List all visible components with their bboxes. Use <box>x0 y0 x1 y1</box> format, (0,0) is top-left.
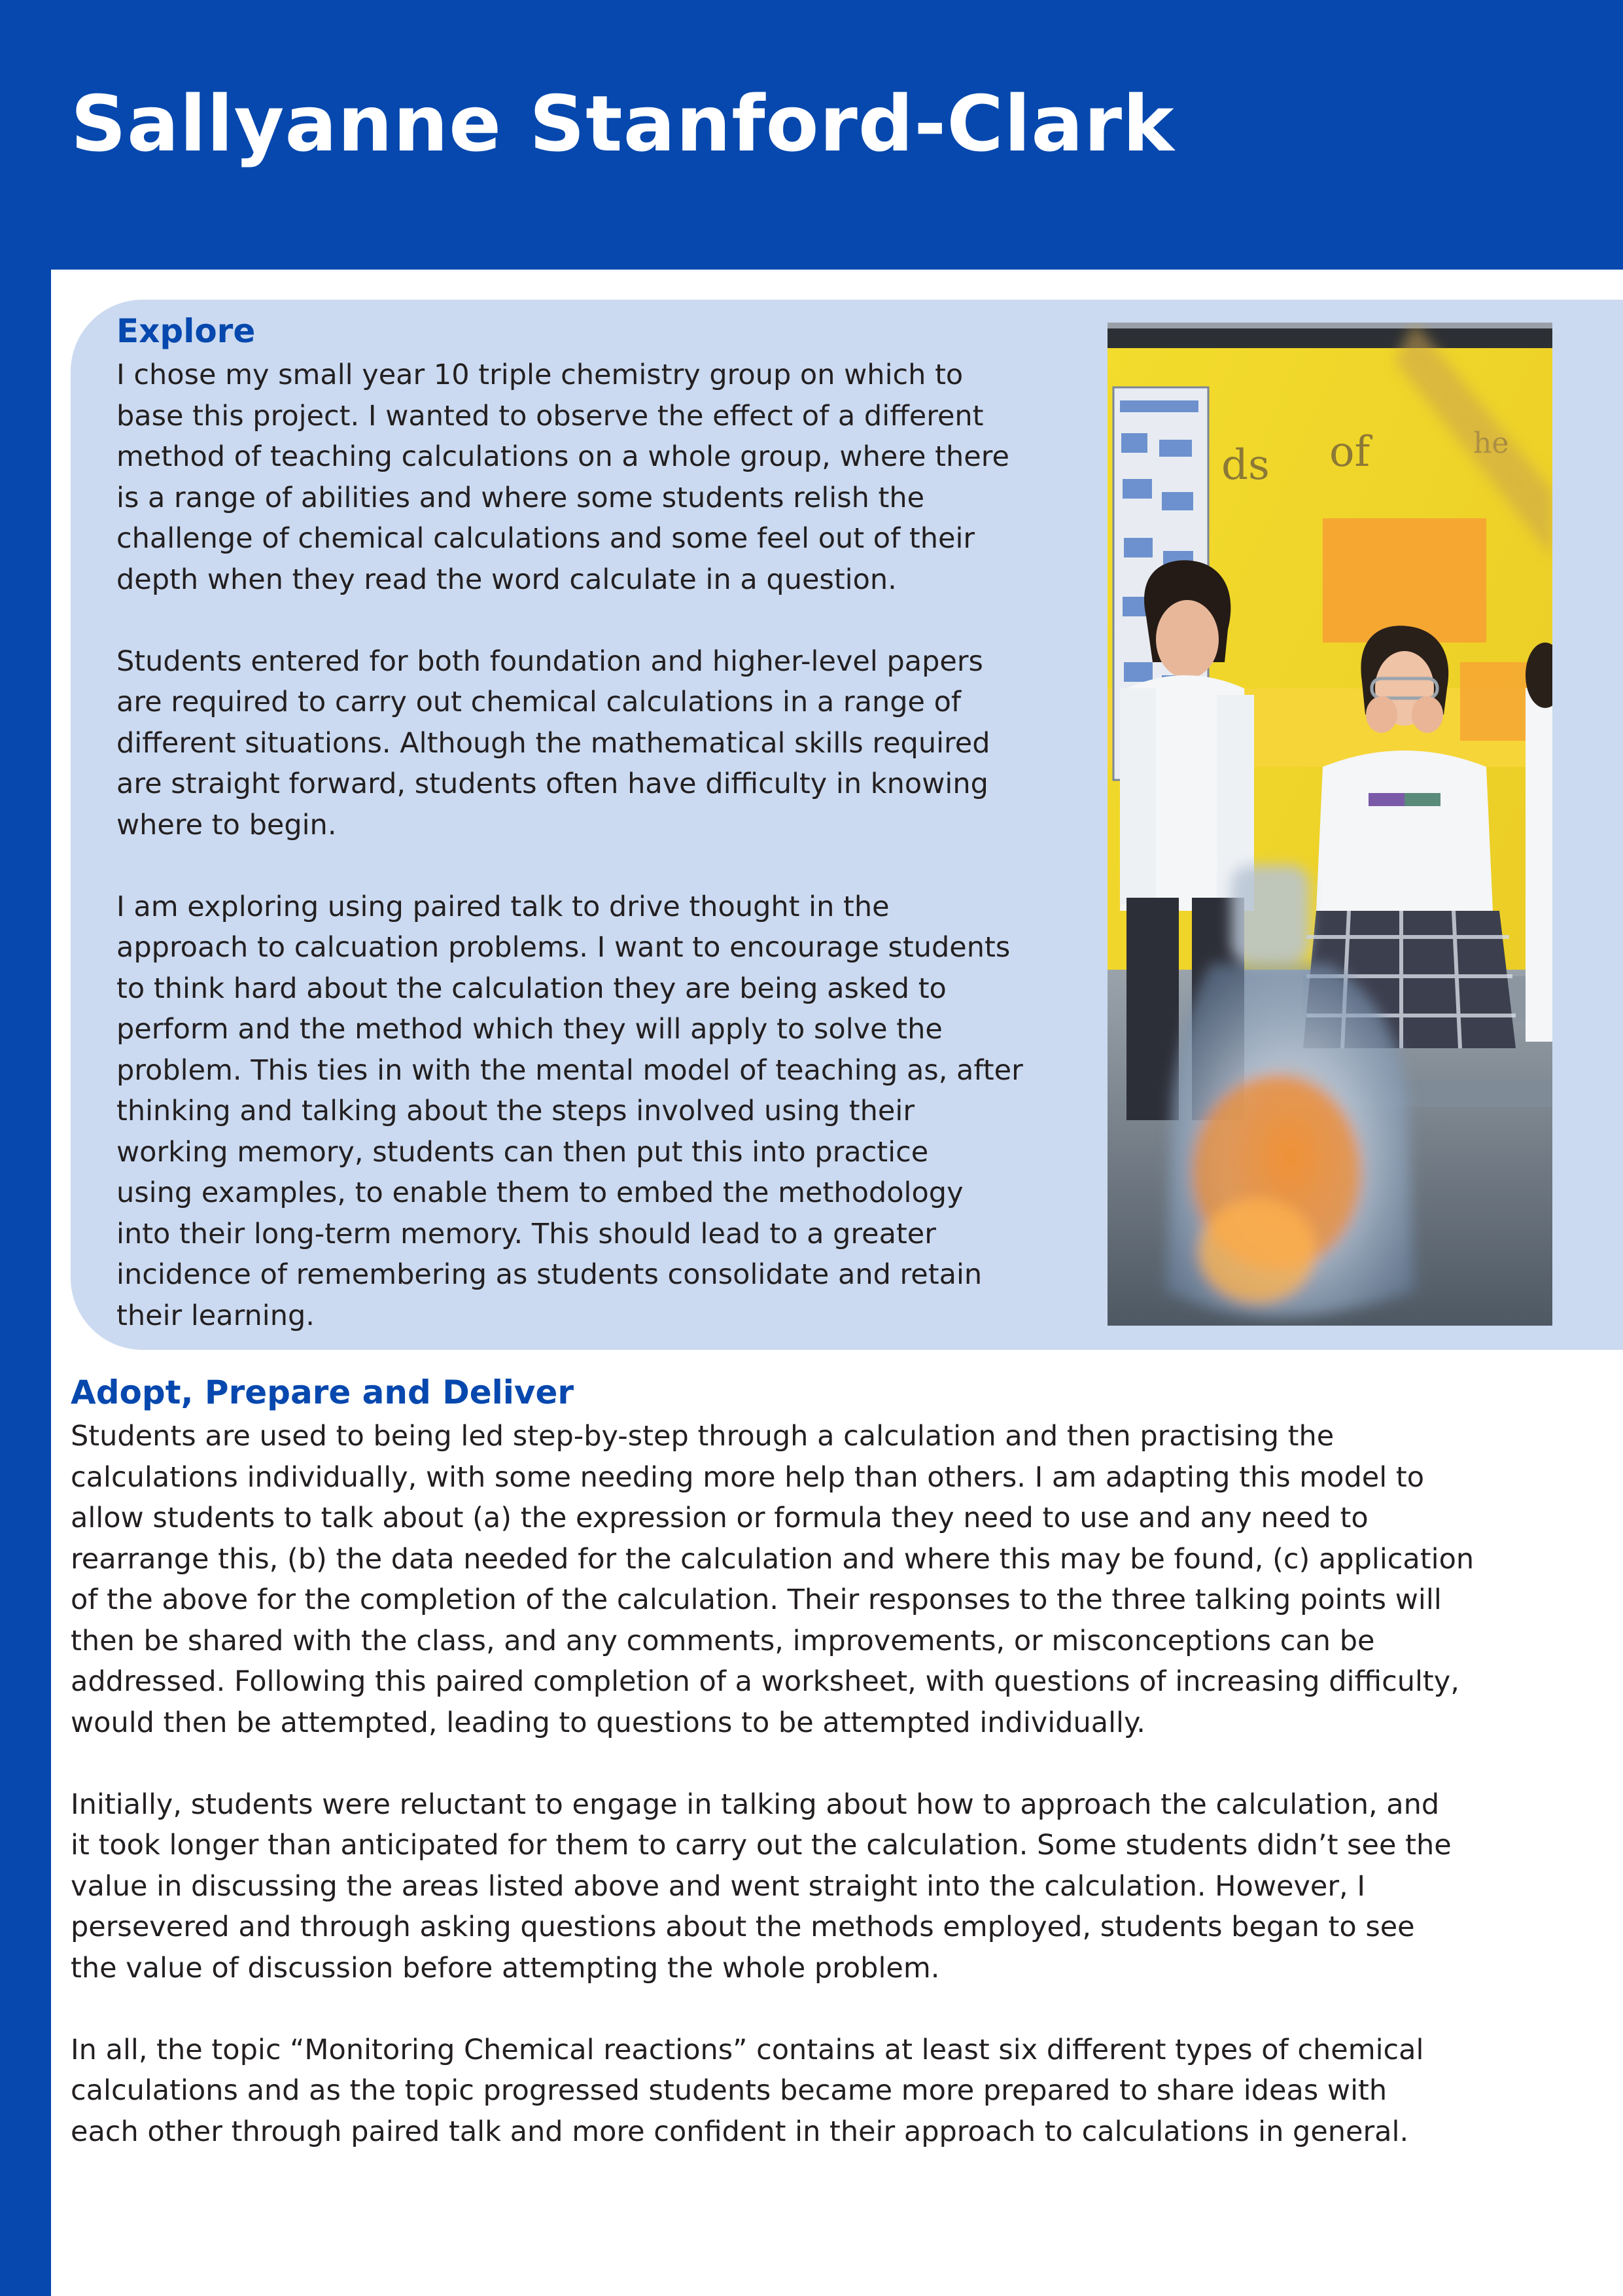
adopt-paragraph: Initially, students were reluctant to engage in talking about how to approach the calculation, and it took longer than anticipated for them to carry out the calculation. Some students didn’t see the value in discussing the areas listed above and went straight into the calculation. However, I persevered and through asking questions about the methods employed, students began to see the value of discussion before attempting the whole problem. <box>71 1788 1452 1985</box>
svg-text:ds: ds <box>1221 441 1270 489</box>
explore-heading: Explore <box>116 312 256 350</box>
page-header <box>0 0 1623 270</box>
adopt-paragraph: In all, the topic “Monitoring Chemical reactions” contains at least six different types of chemical calculations and as the topic progressed students became more prepared to share ideas with each other through paired talk and more confident in their approach to calculations in general. <box>71 2033 1424 2148</box>
adopt-paragraph: Students are used to being led step-by-step through a calculation and then practising the calculations individually, with some needing more help than others. I am adapting this model to allow students to talk about (a) the expression or formula they need to use and any need to rearrange this, (b) the data needed for the calculation and where this may be found, (c) application of the above for the completion of the calculation. Their responses to the three talking points will then be shared with the class, and any comments, improvements, or misconceptions can be addressed. Following this paired completion of a worksheet, with questions of increasing difficulty, would then be attempted, leading to questions to be attempted individually. <box>71 1420 1475 1739</box>
explore-section <box>116 308 1085 1336</box>
explore-paragraph: Students entered for both foundation and higher-level papers are required to carry out chemical calculations in a range of different situations. Although the mathematical skills required are straight forward, students often have difficulty in knowing where to begin. <box>116 645 990 841</box>
page-title: Sallyanne Stanford-Clark <box>71 79 1175 169</box>
left-accent-bar <box>0 270 51 2296</box>
adopt-section <box>71 1369 1608 2152</box>
explore-paragraph: I chose my small year 10 triple chemistry group on which to base this project. I wanted to observe the effect of a different method of teaching calculations on a whole group, where there is a range of abilities and where some students relish the challenge of chemical calculations and some feel out of their depth when they read the word calculate in a question. <box>116 359 1009 596</box>
svg-text:of: of <box>1329 428 1370 476</box>
explore-paragraph: I am exploring using paired talk to drive thought in the approach to calcuation problems. I want to encourage students to think hard about the calculation they are being asked to perform and the method which they will apply to solve the problem. This ties in with the mental model of teaching as, after thinking and talking about the steps involved using their working memory, students can then put this into practice using examples, to enable them to embed the methodology into their long-term memory. This should lead to a greater incidence of remembering as students consolidate and retain their learning. <box>116 890 1023 1332</box>
classroom-photo <box>1107 322 1553 1326</box>
adopt-heading: Adopt, Prepare and Deliver <box>71 1373 574 1411</box>
